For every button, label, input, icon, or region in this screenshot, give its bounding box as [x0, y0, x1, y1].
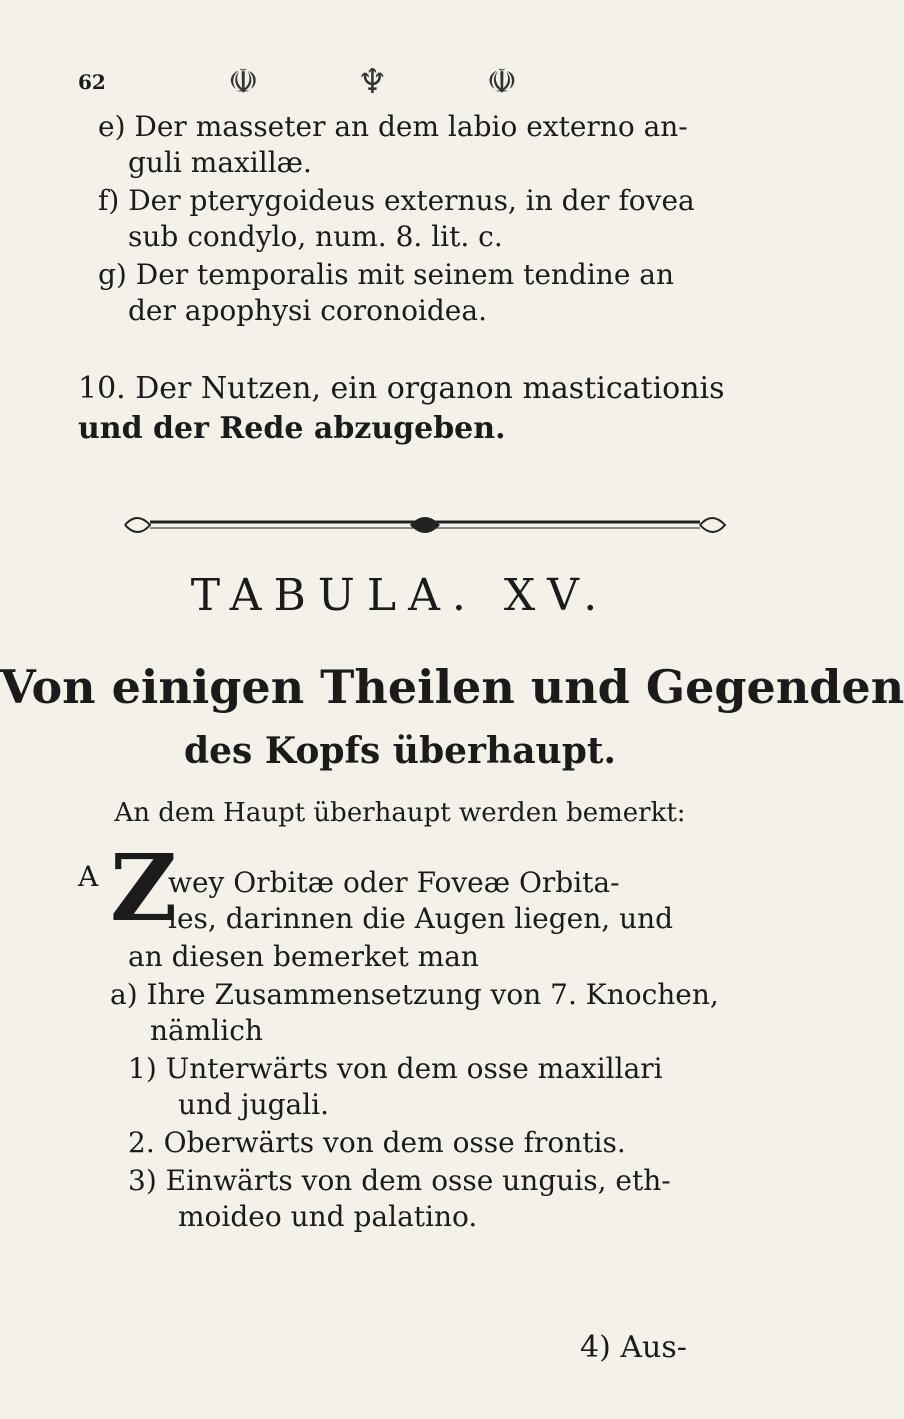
orbit-line2: les, darinnen die Augen liegen, und [168, 902, 674, 935]
section-10-line1: 10. Der Nutzen, ein organon masticationis [78, 371, 725, 406]
item-e-line1: e) Der masseter an dem labio externo an- [98, 110, 688, 143]
sub-item-3: 3) Einwärts von dem osse unguis, eth- [128, 1164, 671, 1197]
section-letter: A [78, 860, 99, 893]
item-g-line1: g) Der temporalis mit seinem tendine an [98, 258, 675, 291]
sub-item-2: 2. Oberwärts von dem osse frontis. [128, 1126, 626, 1159]
sub-item-1: 1) Unterwärts von dem osse maxillari [128, 1052, 663, 1085]
section-title: Von einigen Theilen und Gegenden [0, 660, 904, 714]
header-ornament-icon: ☫ ♆ ☫ [228, 62, 562, 102]
section-10-line2: und der Rede abzugeben. [78, 411, 506, 446]
page-header [78, 62, 718, 102]
orbit-line3: an diesen bemerket man [128, 940, 479, 973]
sub-item-3b: moideo und palatino. [178, 1200, 478, 1233]
orbit-line4: a) Ihre Zusammensetzung von 7. Knochen, [110, 978, 719, 1011]
drop-cap: Z [110, 834, 178, 942]
orbit-line1: wey Orbitæ oder Foveæ Orbita- [168, 866, 620, 899]
item-f-line1: f) Der pterygoideus externus, in der fovea [98, 184, 695, 217]
page-number: 62 [78, 70, 106, 94]
catchword: 4) Aus- [580, 1330, 687, 1365]
tabula-heading: TABULA. XV. [190, 570, 610, 621]
orbit-line5: nämlich [150, 1014, 263, 1047]
ornamental-rule-icon [120, 510, 730, 540]
section-subtitle: des Kopfs überhaupt. [183, 730, 617, 772]
item-g-line2: der apophysi coronoidea. [128, 294, 487, 327]
intro-line: An dem Haupt überhaupt werden bemerkt: [114, 798, 686, 828]
sub-item-1b: und jugali. [178, 1088, 330, 1121]
item-f-line2: sub condylo, num. 8. lit. c. [128, 220, 503, 253]
item-e-line2: guli maxillæ. [128, 146, 312, 179]
